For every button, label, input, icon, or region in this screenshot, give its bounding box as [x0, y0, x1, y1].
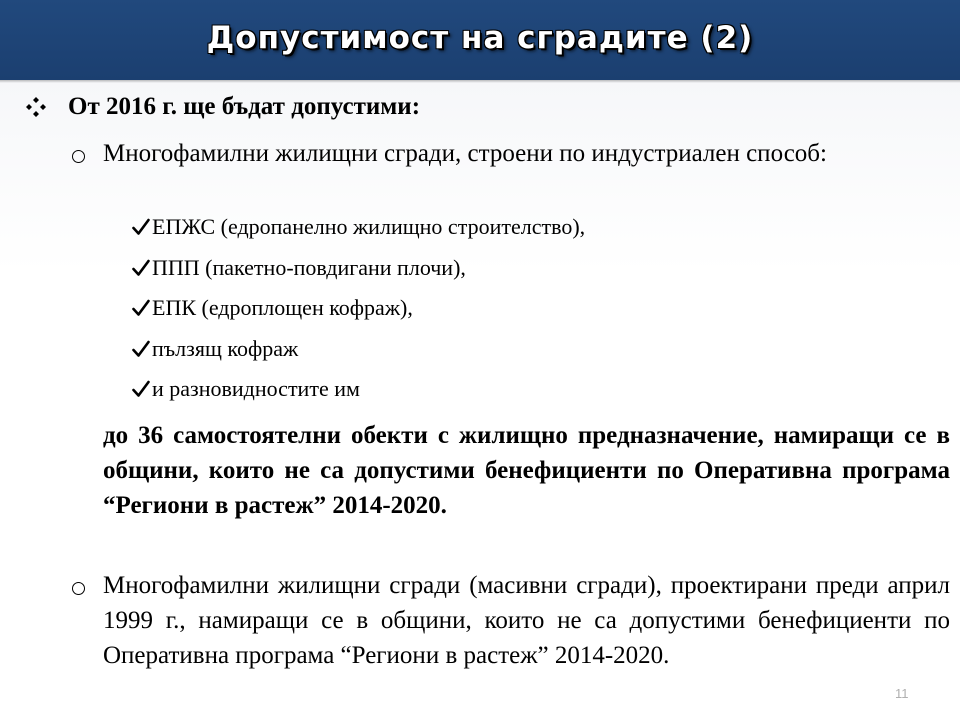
main-point [26, 92, 420, 122]
hollow-circle-icon [72, 150, 85, 163]
list-item-text: Многофамилни жилищни сгради (масивни сгради), проектирани преди април 1999 г., намиращи се в общини, които не са допустими бенефициенти по Оперативна програма “Региони в растеж” 2014-2020. [103, 572, 950, 669]
sub-list-item-text: и разновидностите им [152, 376, 360, 401]
list-item [72, 568, 950, 673]
sub-list-item [132, 375, 360, 403]
main-point-text: От 2016 г. ще бъдат допустими: [68, 93, 421, 120]
title-bar [0, 0, 960, 80]
slide-title: Допустимост на сградите (2) [206, 20, 754, 56]
sub-list-item [132, 335, 298, 363]
list-item [72, 136, 950, 171]
hollow-circle-icon [72, 582, 85, 595]
sub-list-item [132, 294, 413, 322]
sub-list-item [132, 213, 585, 241]
list-item-continuation: до 36 самостоятелни обекти с жилищно предназначение, намиращи се в общини, които не са допустими бенефициенти по Оперативна програма “Региони в растеж” 2014-2020. [103, 422, 950, 519]
sub-list-item-text: ППП (пакетно-повдигани плочи), [152, 255, 466, 280]
sub-list-item [132, 254, 466, 282]
checkmark-icon [132, 218, 150, 236]
sub-list-item-text: ЕПЖС (едропанелно жилищно строителство), [152, 214, 586, 239]
list-item-text: Многофамилни жилищни сгради, строени по индустриален способ: [103, 140, 827, 167]
four-diamond-icon [26, 97, 46, 117]
sub-list-item-text: пълзящ кофраж [152, 336, 299, 361]
page-number: 11 [895, 686, 909, 701]
checkmark-icon [132, 299, 150, 317]
checkmark-icon [132, 259, 150, 277]
sub-list-item-text: ЕПК (едроплощен кофраж), [152, 295, 413, 320]
checkmark-icon [132, 340, 150, 358]
checkmark-icon [132, 380, 150, 398]
